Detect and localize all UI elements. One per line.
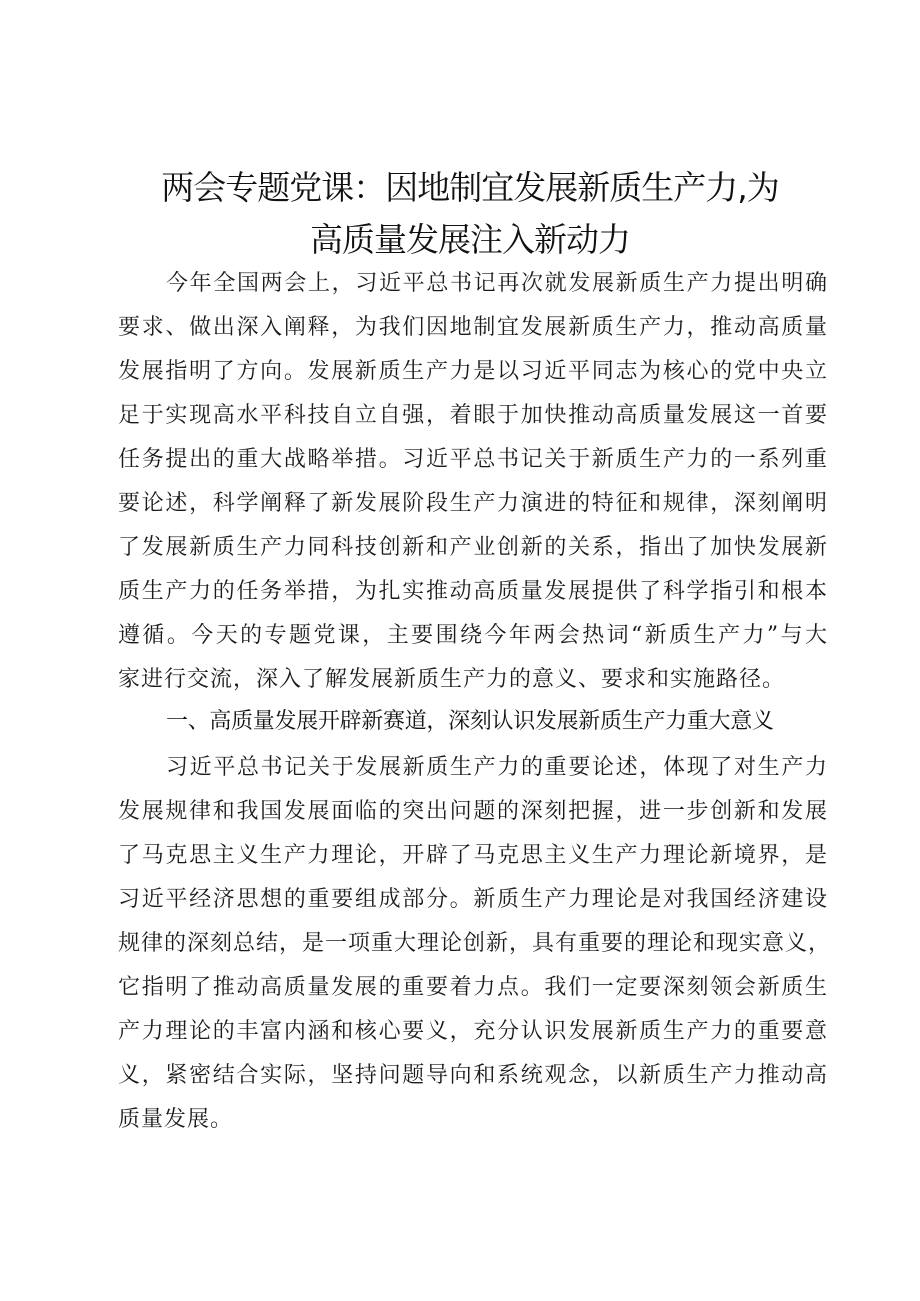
paragraph-line: 产力理论的丰富内涵和核心要义，充分认识发展新质生产力的重要意 [118,1019,828,1044]
paragraph-line: 义，紧密结合实际，坚持问题导向和系统观念，以新质生产力推动高 [118,1063,828,1088]
paragraph-intro [118,262,828,702]
paragraph-line: 规律的深刻总结，是一项重大理论创新，具有重要的理论和现实意义， [118,931,832,956]
paragraph-line: 要求、做出深入阐释，为我们因地制宜发展新质生产力，推动高质量 [118,315,828,340]
paragraph-line: 质生产力的任务举措，为扎实推动高质量发展提供了科学指引和根本 [118,579,828,604]
paragraph-line: 习近平经济思想的重要组成部分。新质生产力理论是对我国经济建设 [118,887,828,912]
paragraph-line: 家进行交流，深入了解发展新质生产力的意义、要求和实施路径。 [118,667,786,692]
paragraph-line: 今年全国两会上，习近平总书记再次就发展新质生产力提出明确 [166,271,828,296]
paragraph-line: 了发展新质生产力同科技创新和产业创新的关系，指出了加快发展新 [118,535,828,560]
paragraph-line: 遵循。今天的专题党课，主要围绕今年两会热词“新质生产力”与大 [118,623,828,648]
paragraph-line: 发展指明了方向。发展新质生产力是以习近平同志为核心的党中央立 [118,359,828,384]
paragraph-line: 习近平总书记关于发展新质生产力的重要论述，体现了对生产力 [166,755,828,780]
paragraph-line: 任务提出的重大战略举措。习近平总书记关于新质生产力的一系列重 [118,447,828,472]
paragraph-line: 要论述，科学阐释了新发展阶段生产力演进的特征和规律，深刻阐明 [118,491,828,516]
document-title-line-2: 高质量发展注入新动力 [310,220,630,259]
paragraph-line: 足于实现高水平科技自立自强，着眼于加快推动高质量发展这一首要 [118,403,828,428]
document-title-line-1: 两会专题党课：因地制宜发展新质生产力,为 [161,168,779,207]
section-heading-1: 一、高质量发展开辟新赛道，深刻认识发展新质生产力重大意义 [166,709,774,734]
paragraph-line: 了马克思主义生产力理论，开辟了马克思主义生产力理论新境界，是 [118,843,828,868]
paragraph-line: 发展规律和我国发展面临的突出问题的深刻把握，进一步创新和发展 [118,799,828,824]
paragraph-line: 它指明了推动高质量发展的重要着力点。我们一定要深刻领会新质生 [118,975,828,1000]
paragraph-section-1 [118,746,832,1142]
paragraph-line: 质量发展。 [118,1107,234,1132]
